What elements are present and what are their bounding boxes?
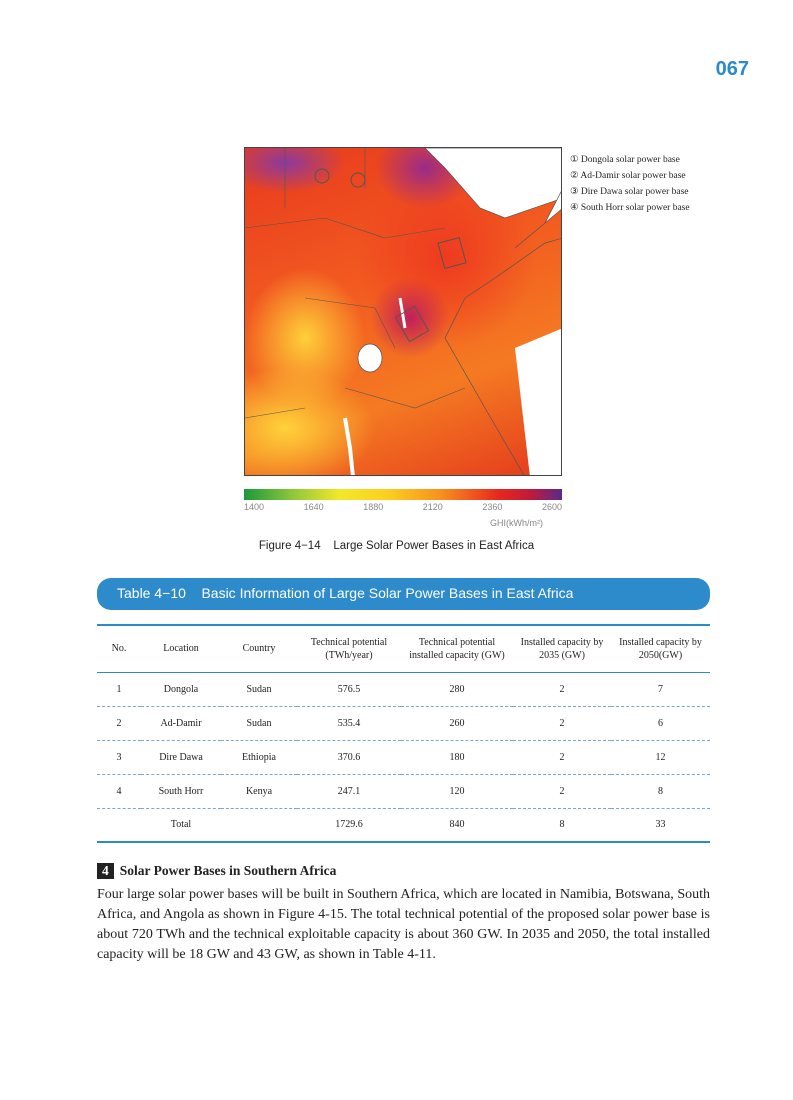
tick: 2600	[541, 502, 562, 512]
table-cell: Sudan	[246, 717, 272, 729]
table-cell: 370.6	[337, 751, 361, 763]
marker-4	[395, 306, 428, 341]
table-cell: 6	[658, 717, 663, 729]
body-paragraph: Four large solar power bases will be built in Southern Africa, which are located in Namibia, Botswana, South Africa, and Angola as shown in Figure 4-15. The total technical potential of the proposed solar power base is about 720 TWh and the technical exploitable capacity is about 360 GW. In 2035 and 2050, the total installed capacity will be 18 GW and 43 GW, as shown in Table 4-11.	[97, 887, 710, 962]
table-cell: 2	[559, 683, 565, 695]
table-cell: 2	[559, 717, 565, 729]
legend-item: ① Dongola solar power base	[570, 155, 680, 165]
tick: 1400	[244, 502, 265, 512]
legend-item: ② Ad-Damir solar power base	[570, 171, 686, 181]
table-cell: 4	[116, 785, 122, 797]
col-header: No.	[111, 643, 127, 655]
col-header: Country	[242, 643, 276, 655]
col-header: Installed capacity by 2050(GW)	[619, 636, 702, 661]
legend-item: ③ Dire Dawa solar power base	[570, 187, 689, 197]
tick: 1880	[363, 502, 384, 512]
table-cell: Kenya	[245, 785, 273, 797]
tick: 2120	[422, 502, 443, 512]
section-heading	[97, 863, 336, 879]
legend-item: ④ South Horr solar power base	[570, 203, 690, 213]
table-cell: 120	[449, 785, 465, 797]
table-header-row	[97, 625, 710, 672]
table-cell: Ethiopia	[242, 751, 276, 763]
map-legend	[570, 152, 690, 216]
table-cell: 2	[559, 751, 565, 763]
table-cell: 33	[655, 819, 666, 831]
table-cell: Sudan	[246, 683, 272, 695]
table-cell: 7	[658, 683, 663, 695]
table-cell	[221, 808, 297, 842]
table-cell: 180	[449, 751, 465, 763]
col-header: Technical potential installed capacity (GW)	[409, 636, 505, 661]
table-cell: 12	[655, 751, 666, 763]
table-row	[97, 740, 710, 774]
col-header: Installed capacity by 2035 (GW)	[520, 636, 604, 661]
section-number: 4	[97, 863, 114, 879]
table-cell: 8	[658, 785, 663, 797]
marker-3	[438, 238, 466, 269]
table-cell: Total	[170, 819, 192, 831]
figure-caption: Figure 4−14 Large Solar Power Bases in East Africa	[258, 540, 535, 552]
page-number: 067	[715, 58, 749, 80]
table-cell: South Horr	[158, 785, 204, 797]
table-cell: Dongola	[163, 683, 199, 695]
table-cell: 247.1	[337, 785, 361, 797]
site-markers	[315, 169, 466, 342]
col-header: Technical potential (TWh/year)	[310, 636, 388, 661]
solar-map	[244, 147, 562, 476]
marker-1	[315, 169, 329, 183]
table-row	[97, 672, 710, 706]
table-cell: 2	[559, 785, 565, 797]
table-cell	[97, 808, 141, 842]
table-cell: 535.4	[337, 717, 361, 729]
colorbar-unit: GHI(kWh/m²)	[490, 518, 543, 528]
table-cell: Dire Dawa	[159, 751, 203, 763]
colorbar-ticks	[244, 502, 562, 512]
table-cell: 1729.6	[335, 819, 363, 831]
table-cell: 280	[449, 683, 465, 695]
marker-2	[351, 173, 365, 187]
table-cell: 8	[559, 819, 565, 831]
table-row	[97, 808, 710, 842]
col-header: Location	[163, 643, 199, 655]
table-row	[97, 706, 710, 740]
table-cell: 260	[449, 717, 465, 729]
tick: 2360	[482, 502, 503, 512]
section-title: Solar Power Bases in Southern Africa	[119, 863, 337, 878]
tick: 1640	[303, 502, 324, 512]
table-cell: 1	[116, 683, 122, 695]
table-cell: Ad-Damir	[160, 717, 202, 729]
data-table	[97, 624, 710, 843]
table-cell: 2	[116, 717, 122, 729]
table-cell: 576.5	[337, 683, 361, 695]
table-cell: 840	[449, 819, 465, 831]
colorbar	[244, 489, 562, 500]
table-title: Table 4−10 Basic Information of Large Solar Power Bases in East Africa	[97, 578, 710, 610]
table-cell: 3	[116, 751, 122, 763]
table-row	[97, 774, 710, 808]
